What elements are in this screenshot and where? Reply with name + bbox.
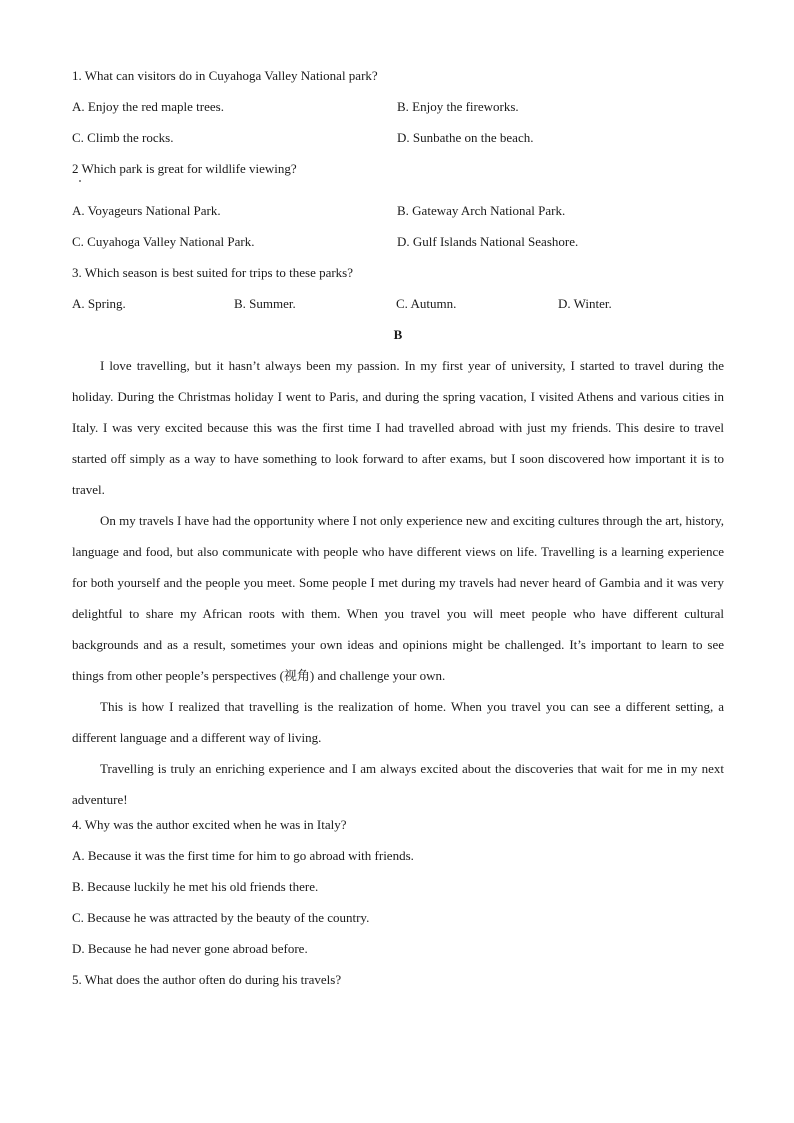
question-3-options-row — [72, 294, 724, 325]
question-1-option-a: A. Enjoy the red maple trees. — [72, 99, 224, 114]
question-5-stem: 5. What does the author often do during his travels? — [72, 972, 342, 987]
question-1-options-row-1 — [72, 97, 724, 128]
stray-dot-mark — [79, 180, 81, 182]
question-4-option-d: D. Because he had never gone abroad before. — [72, 941, 308, 956]
question-3-option-c: C. Autumn. — [396, 296, 457, 311]
question-2-option-b: B. Gateway Arch National Park. — [397, 203, 566, 218]
question-4-option-a: A. Because it was the first time for him to go abroad with friends. — [72, 848, 414, 863]
question-3-option-d: D. Winter. — [558, 296, 612, 311]
questions-b — [72, 815, 724, 1001]
question-4-stem: 4. Why was the author excited when he was in Italy? — [72, 817, 347, 832]
question-2-option-d: D. Gulf Islands National Seashore. — [397, 234, 579, 249]
passage-paragraph-2: On my travels I have had the opportunity where I not only experience new and exciting cultures through the art, history, language and food, but also communicate with people who have different views on life. Travelling is a learning experience for both yourself and the people you meet. Some people I met during my travels had never heard of Gambia and it was very delightful to share my African roots with them. When you travel you will meet people who have different cultural backgrounds and as a result, sometimes your own ideas and opinions might be challenged. It’s important to learn to see things from other people’s perspectives (视角) and challenge your own. — [72, 513, 724, 683]
question-3-stem: 3. Which season is best suited for trips to these parks? — [72, 265, 354, 280]
question-3-option-b: B. Summer. — [234, 296, 296, 311]
question-2-options-row-2 — [72, 232, 724, 263]
question-1-option-d: D. Sunbathe on the beach. — [397, 130, 534, 145]
question-1-option-c: C. Climb the rocks. — [72, 130, 174, 145]
question-1-option-b: B. Enjoy the fireworks. — [397, 99, 519, 114]
question-2-option-c: C. Cuyahoga Valley National Park. — [72, 234, 255, 249]
question-1-stem: 1. What can visitors do in Cuyahoga Valley National park? — [72, 68, 378, 83]
passage-paragraph-1: I love travelling, but it hasn’t always been my passion. In my first year of university, I started to travel during the holiday. During the Christmas holiday I went to Paris, and during the spring vacation, I visited Athens and various cities in Italy. I was very excited because this was the first time I had travelled abroad with just my friends. This desire to travel started off simply as a way to have something to look forward to after exams, but I soon discovered how important it is to travel. — [72, 358, 724, 497]
question-2-stem: 2 Which park is great for wildlife viewing? — [72, 161, 297, 176]
question-2-option-a: A. Voyageurs National Park. — [72, 203, 221, 218]
question-1-options-row-2 — [72, 128, 724, 159]
exam-page — [72, 66, 724, 1001]
section-b-heading: B — [393, 327, 403, 342]
question-4-option-b: B. Because luckily he met his old friends there. — [72, 879, 319, 894]
passage-b — [72, 356, 724, 821]
question-3-option-a: A. Spring. — [72, 296, 126, 311]
question-4-option-c: C. Because he was attracted by the beauty of the country. — [72, 910, 370, 925]
passage-paragraph-3: This is how I realized that travelling is the realization of home. When you travel you can see a different setting, a different language and a different way of living. — [72, 699, 724, 745]
passage-paragraph-4: Travelling is truly an enriching experience and I am always excited about the discoveries that wait for me in my next adventure! — [72, 761, 724, 807]
question-2-options-row-1 — [72, 201, 724, 232]
